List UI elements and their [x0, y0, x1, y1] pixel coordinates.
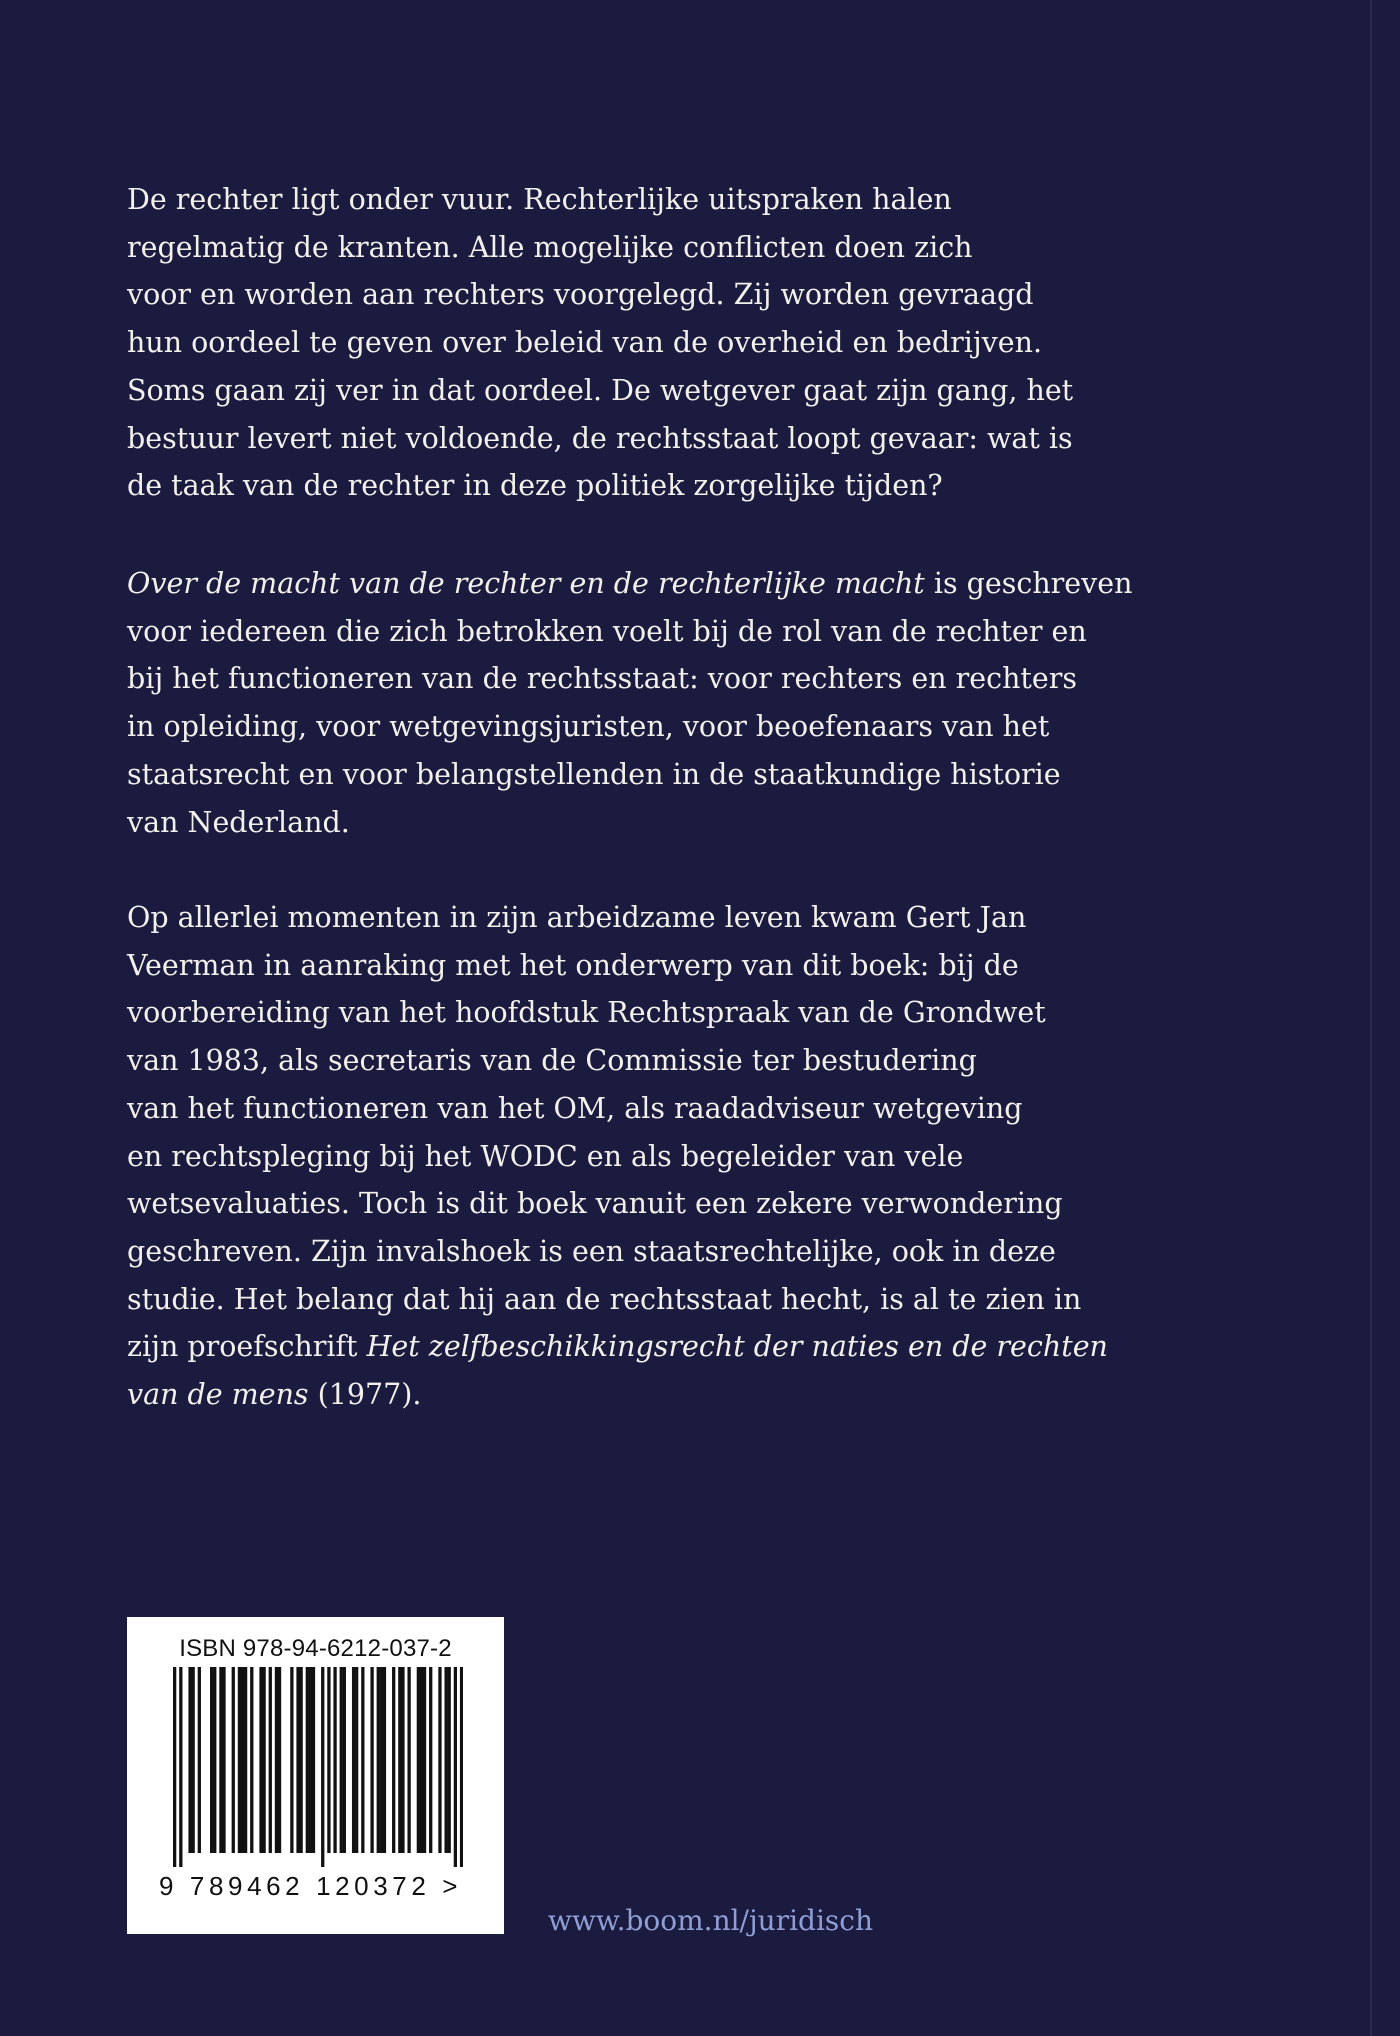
barcode-bar	[312, 1667, 315, 1853]
barcode-bar	[238, 1667, 241, 1853]
paragraph-line	[127, 1323, 1108, 1371]
barcode-bar	[296, 1667, 299, 1853]
paragraph-line: in opleiding, voor wetgevingsjuristen, voor beoefenaars van het	[127, 710, 1050, 744]
line-text: is geschreven	[924, 567, 1133, 600]
barcode-bar	[210, 1667, 213, 1853]
barcode-bar	[321, 1667, 324, 1867]
barcode-digits: 9 789462 120372 >	[159, 1871, 463, 1901]
barcode-bar	[343, 1667, 346, 1853]
barcode-bar	[398, 1667, 401, 1853]
paragraph-line: en rechtspleging bij het WODC en als begeleider van vele	[127, 1139, 964, 1173]
paragraph-line: bij het functioneren van de rechtsstaat: voor rechters en rechters	[127, 662, 1077, 696]
barcode-bar	[173, 1667, 176, 1867]
barcode-bar	[241, 1667, 244, 1853]
barcode-bar	[370, 1667, 373, 1853]
barcode-bar	[407, 1667, 410, 1853]
barcode-bar	[380, 1667, 383, 1853]
paragraph-line: studie. Het belang dat hij aan de rechtsstaat hecht, is al te zien in	[127, 1282, 1082, 1316]
paragraph-line: geschreven. Zijn invalshoek is een staatsrechtelijke, ook in deze	[127, 1234, 1056, 1268]
line-text: (1977).	[308, 1378, 422, 1412]
paragraph-line: de taak van de rechter in deze politiek zorgelijke tijden?	[127, 469, 943, 503]
paragraph-line: voor en worden aan rechters voorgelegd. Zij worden gevraagd	[127, 278, 1034, 312]
spine-edge	[1370, 0, 1372, 2036]
barcode-bar	[361, 1667, 364, 1853]
barcode-bar	[420, 1667, 423, 1853]
barcode-bar	[423, 1667, 426, 1853]
paragraph-line: regelmatig de kranten. Alle mogelijke conflicten doen zich	[127, 230, 973, 264]
paragraph-line: hun oordeel te geven over beleid van de overheid en bedrijven.	[127, 326, 1043, 360]
paragraph-line: van Nederland.	[127, 805, 350, 839]
barcode-bar	[259, 1667, 262, 1853]
barcode-bar	[429, 1667, 432, 1853]
barcode-bar	[244, 1667, 247, 1853]
barcode-bar	[377, 1667, 380, 1853]
dissertation-title-italic: van de mens	[127, 1378, 309, 1412]
barcode-bar	[333, 1667, 336, 1853]
paragraph-line: voorbereiding van het hoofdstuk Rechtspraak van de Grondwet	[127, 996, 1046, 1030]
paragraph-line: wetsevaluaties. Toch is dit boek vanuit een zekere verwondering	[127, 1187, 1063, 1221]
barcode-bar	[290, 1667, 293, 1853]
paragraph-line: van 1983, als secretaris van de Commissie ter bestudering	[127, 1044, 977, 1078]
barcode-bar	[219, 1667, 222, 1853]
barcode-bar	[232, 1667, 235, 1853]
paragraph-line: bestuur levert niet voldoende, de rechtsstaat loopt gevaar: wat is	[127, 421, 1073, 455]
barcode-bar	[352, 1667, 355, 1853]
barcode-bar	[401, 1667, 404, 1853]
barcode-bar	[460, 1667, 463, 1867]
barcode-bar	[275, 1667, 278, 1853]
paragraph-line: staatsrecht en voor belangstellenden in de staatkundige historie	[127, 757, 1061, 791]
book-title-italic: Over de macht van de rechter en de rechterlijke macht	[127, 567, 925, 600]
paragraph-line	[127, 1371, 1027, 1419]
barcode-bar	[444, 1667, 447, 1853]
barcode-bar	[438, 1667, 441, 1853]
barcode-bar	[278, 1667, 281, 1853]
barcode-bar	[417, 1667, 420, 1853]
barcode-bar	[392, 1667, 395, 1853]
paragraph-line	[127, 560, 1133, 608]
paragraph-line: De rechter ligt onder vuur. Rechterlijke uitspraken halen	[127, 183, 952, 216]
barcode-bar	[269, 1667, 272, 1853]
barcode-bar	[309, 1667, 312, 1853]
barcode-bar	[250, 1667, 253, 1853]
publisher-website-link[interactable]: www.boom.nl/juridisch	[548, 1904, 874, 1937]
barcode-bars	[173, 1667, 463, 1867]
barcode-bar	[340, 1667, 343, 1853]
barcode-bar	[299, 1667, 302, 1853]
line-text: zijn proefschrift	[127, 1330, 367, 1364]
author-paragraph	[127, 894, 1108, 1419]
barcode-bar	[454, 1667, 457, 1867]
barcode-bar	[222, 1667, 225, 1853]
barcode-bar	[262, 1667, 265, 1853]
barcode-bar	[188, 1667, 191, 1853]
description-paragraph-1	[127, 176, 1074, 510]
barcode-bar	[448, 1667, 451, 1853]
paragraph-line: van het functioneren van het OM, als raadadviseur wetgeving	[127, 1091, 1023, 1125]
paragraph-line: Op allerlei momenten in zijn arbeidzame leven kwam Gert Jan	[127, 901, 1027, 934]
barcode-bar	[192, 1667, 195, 1853]
paragraph-line: voor iedereen die zich betrokken voelt bij de rol van de rechter en	[127, 614, 1087, 648]
barcode-bar	[306, 1667, 309, 1853]
barcode-bar	[198, 1667, 201, 1853]
paragraph-line: Soms gaan zij ver in dat oordeel. De wetgever gaat zijn gang, het	[127, 373, 1074, 407]
barcode-bar	[355, 1667, 358, 1853]
isbn-barcode	[127, 1617, 504, 1934]
paragraph-line: Veerman in aanraking met het onderwerp van dit boek: bij de	[127, 948, 1019, 982]
isbn-label: ISBN 978-94-6212-037-2	[179, 1635, 452, 1662]
barcode-bar	[179, 1667, 182, 1867]
description-paragraph-2	[127, 560, 1133, 846]
barcode-bar	[383, 1667, 386, 1853]
barcode-bar	[327, 1667, 330, 1853]
barcode-bar	[213, 1667, 216, 1853]
dissertation-title-italic: Het zelfbeschikkingsrecht der naties en de rechten	[366, 1330, 1108, 1364]
